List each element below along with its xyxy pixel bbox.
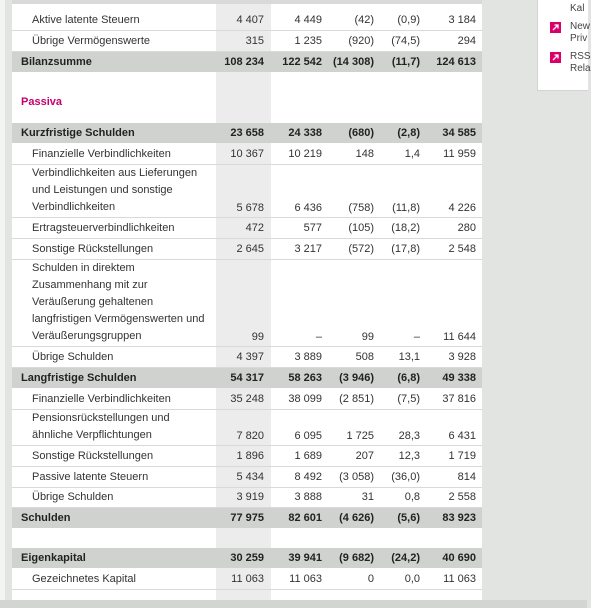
horizontal-scrollbar[interactable] [0,600,587,608]
cell: 5 678 [236,202,264,214]
cell: 472 [245,222,264,234]
cell: 0,8 [404,491,420,503]
cell: 148 [355,148,374,160]
cell: (2,8) [397,127,420,139]
cell: 82 601 [288,512,322,524]
cell: (11,8) [392,202,420,214]
cell: 4 407 [236,14,264,26]
table-row [12,569,482,590]
cell: 4 397 [236,351,264,363]
cell: 35 248 [230,393,264,405]
table-row [12,410,482,446]
cell: 2 558 [448,491,476,503]
table-row [12,165,482,218]
cell: 3 217 [294,243,322,255]
page-left-edge [0,0,5,608]
external-link-icon[interactable] [550,52,561,63]
table-row [12,239,482,260]
cell: (2 851) [339,393,374,405]
cell: 58 263 [288,372,322,384]
cell: 49 338 [442,372,476,384]
cell: 39 941 [288,552,322,564]
cell: 1 725 [346,430,374,442]
cell: 1 235 [294,35,322,47]
cell: 11 959 [443,148,476,160]
cell: (920) [348,35,374,47]
cell: 10 367 [230,148,264,160]
table-row [12,10,482,31]
table-row-total [12,548,482,568]
cell: (9 682) [339,552,374,564]
cell: 1 719 [448,450,476,462]
row-label: Ertragsteuerverbindlichkeiten [32,222,175,234]
cell: (17,8) [391,243,420,255]
cell: 13,1 [398,351,420,363]
cell: 54 317 [230,372,264,384]
cell: 77 975 [230,512,264,524]
cell: 508 [355,351,374,363]
table-row [12,144,482,165]
table-row-total [12,508,482,528]
row-label: Sonstige Rückstellungen [32,450,154,462]
cell: (42) [354,14,374,26]
cell: 207 [355,450,374,462]
cell: 10 219 [288,148,322,160]
table-row [12,487,482,508]
cell: 40 690 [442,552,476,564]
cell: 124 613 [436,56,476,68]
row-label: Verbindlichkeiten aus Lieferungen und Leistungen und sonstige Verbindlichkeiten [32,167,198,213]
row-label: Finanzielle Verbindlichkeiten [32,393,171,405]
cell: 0,0 [404,573,420,585]
table-row [12,389,482,410]
cell: (6,8) [397,372,420,384]
cell: (758) [348,202,374,214]
cell: 11 063 [443,573,476,585]
row-label: Aktive latente Steuern [32,14,140,26]
cell: 1,4 [404,148,420,160]
section-heading-passiva: Passiva [21,96,62,108]
row-label: Gezeichnetes Kapital [32,573,136,585]
cell: 122 542 [282,56,322,68]
cell: 3 919 [236,491,264,503]
row-label: Finanzielle Verbindlichkeiten [32,148,171,160]
cell: 2 548 [448,243,476,255]
cell: – [413,331,420,343]
cell: 280 [457,222,476,234]
cell: 6 436 [294,202,322,214]
table-row [12,347,482,368]
cell: 4 449 [294,14,322,26]
cell: 7 820 [236,430,264,442]
table-row-total [12,52,482,72]
cell: 3 928 [448,351,476,363]
cell: 1 689 [294,450,322,462]
row-label: Schulden in direktem Zusammenhang mit zur Veräußerung gehaltenen langfristigen Vermögenswerten und Veräußerungsgruppen [32,262,205,342]
row-label: Sonstige Rückstellungen [32,243,154,255]
cell: (7,5) [397,393,420,405]
row-label: Kurzfristige Schulden [21,127,135,139]
cell: 30 259 [230,552,264,564]
cell: (14 308) [333,56,374,68]
cell: 315 [245,35,264,47]
table-row-total [12,368,482,388]
cell: 11 644 [443,331,476,343]
cell: 38 099 [288,393,322,405]
cell: 34 585 [442,127,476,139]
cell: 83 923 [442,512,476,524]
cell: 28,3 [398,430,420,442]
cell: 99 [251,331,264,343]
cell: 1 896 [236,450,264,462]
cell: (4 626) [339,512,374,524]
table-row [12,31,482,52]
cell: 5 434 [236,471,264,483]
row-label: Übrige Schulden [32,351,114,363]
cell: 31 [361,491,374,503]
row-label: Schulden [21,512,71,524]
sidebar-link-label[interactable]: New Priv [570,21,591,44]
cell: 6 431 [448,430,476,442]
cell: (5,6) [397,512,420,524]
row-label: Übrige Schulden [32,491,114,503]
row-label: Langfristige Schulden [21,372,137,384]
cell: 814 [457,471,476,483]
table-row [12,260,482,347]
cell: (36,0) [391,471,420,483]
cell: 577 [303,222,322,234]
row-label: Passive latente Steuern [32,471,149,483]
external-link-icon[interactable] [550,22,561,33]
row-label: Pensionsrückstellungen und ähnliche Verpflichtungen [32,412,170,441]
row-label: Bilanzsumme [21,56,92,68]
cell: – [315,331,322,343]
table-row [12,218,482,239]
cell: 11 063 [289,573,322,585]
sidebar-link-label[interactable]: RSS Rela [570,51,591,74]
cell: 0 [367,573,374,585]
cell: 3 888 [294,491,322,503]
cell: (3 946) [339,372,374,384]
cell: 12,3 [398,450,420,462]
cell: 24 338 [288,127,322,139]
cell: (0,9) [397,14,420,26]
cell: (3 058) [339,471,374,483]
cell: (572) [348,243,374,255]
cell: 11 063 [231,573,264,585]
cell: 4 226 [448,202,476,214]
cell: 3 889 [294,351,322,363]
cell: 6 095 [294,430,322,442]
cell: (74,5) [391,35,420,47]
row-label: Übrige Vermögenswerte [32,35,151,47]
cell: 108 234 [224,56,264,68]
table-row [12,467,482,488]
cell: 294 [457,35,476,47]
cell: 8 492 [294,471,322,483]
cell: (680) [348,127,374,139]
row-label: Eigenkapital [21,552,86,564]
cell: 23 658 [230,127,264,139]
cell: 37 816 [442,393,476,405]
table-row-total [12,123,482,143]
table-top-border [12,0,482,4]
table-row [12,446,482,467]
cell: (18,2) [391,222,420,234]
cell: (105) [348,222,374,234]
cell: 2 645 [236,243,264,255]
cell: 3 184 [448,14,476,26]
cell: (11,7) [391,56,420,68]
cell: 99 [361,331,374,343]
sidebar-link-label[interactable]: Kal [570,3,585,14]
cell: (24,2) [391,552,420,564]
